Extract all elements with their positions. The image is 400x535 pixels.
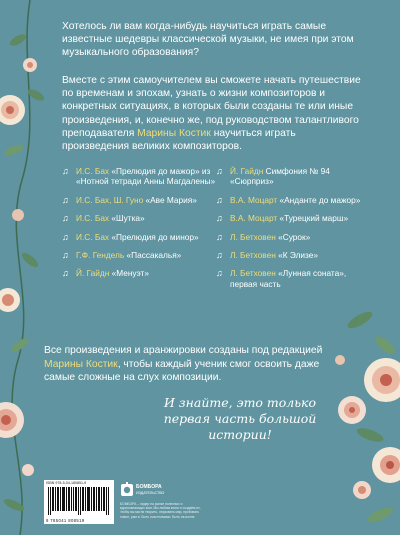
music-note-icon: ♫	[216, 231, 223, 242]
list-item	[216, 195, 366, 205]
piece-list-right	[216, 166, 366, 297]
author-name-highlight: Марины Костик	[137, 127, 211, 139]
music-note-icon: ♫	[216, 166, 223, 176]
composer-name: И.С. Бах	[76, 231, 110, 242]
music-note-icon: ♫	[62, 231, 69, 242]
piece-entry	[230, 195, 360, 205]
arrangements-note	[44, 344, 344, 384]
publisher-name-line2: ИЗДАТЕЛЬСТВО	[136, 490, 165, 495]
piece-title: «Сурок»	[278, 231, 311, 242]
publisher-name	[136, 485, 164, 496]
list-item	[62, 250, 220, 260]
composer-name: В.А. Моцарт	[230, 213, 278, 224]
piece-entry	[230, 166, 366, 187]
floral-border-left-icon	[0, 0, 52, 535]
description-text-after: научиться играть произведения великих композиторов.	[62, 127, 296, 152]
description-text-before: Вместе с этим самоучителем вы сможете начать путешествие по временам и эпохам, узнать о жизни композиторов и конкретных ситуациях, в которых были созданы те или иные произведения, и, конечно же, под руководством талантливого преподавателя	[62, 75, 361, 139]
isbn-label: ISBN 978-5-04-180851-9	[46, 481, 87, 485]
piece-entry	[76, 213, 145, 223]
piece-title: «Прелюдия до минор»	[111, 231, 199, 242]
list-item	[216, 213, 366, 223]
piece-entry	[76, 250, 181, 260]
piece-entry	[230, 213, 348, 223]
piece-title: «Менуэт»	[111, 268, 149, 279]
music-note-icon: ♫	[62, 250, 69, 261]
music-note-icon: ♫	[216, 194, 223, 205]
composer-name: Л. Бетховен	[230, 231, 276, 242]
arrangements-text-before: Все произведения и аранжировки созданы под редакцией	[44, 345, 323, 357]
music-note-icon: ♫	[62, 268, 69, 279]
piece-title: «Прелюдия до мажор» из «Нотной тетради Анны Магдалены»	[76, 166, 216, 187]
piece-title: «Шутка»	[111, 213, 145, 224]
publisher-blurb: БОМБОРА – лидер на рынке полезных и вдохновляющих книг. Мы любим книги и создаём их, чтобы вы могли творить, открывать мир, пробовать новое, расти. Быть счастливыми. Быть на волне.	[120, 502, 201, 519]
list-item	[62, 268, 220, 278]
publisher-name-line1: БОМБОРА	[136, 484, 162, 490]
piece-entry	[230, 268, 366, 289]
composer-name: Л. Бетховен	[230, 268, 276, 279]
piece-title: «Турецкий марш»	[279, 213, 349, 224]
music-note-icon: ♫	[62, 213, 69, 224]
piece-entry	[76, 166, 220, 187]
piece-title: «Аве Мария»	[145, 194, 197, 205]
piece-title: «Анданте до мажор»	[279, 194, 361, 205]
piece-entry	[230, 250, 318, 260]
composer-name: Г.Ф. Гендель	[76, 250, 125, 261]
piece-entry	[230, 232, 310, 242]
piece-entry	[76, 268, 149, 278]
piece-title: Симфония № 94 «Сюрприз»	[230, 166, 330, 187]
list-item	[62, 213, 220, 223]
piece-entry	[76, 195, 197, 205]
piece-title: «Лунная соната», первая часть	[230, 268, 347, 289]
composer-name: Л. Бетховен	[230, 250, 276, 261]
list-item	[62, 195, 220, 205]
music-note-icon: ♫	[62, 166, 69, 176]
closing-script-text: И знайте, это только первая часть большой истории!	[163, 395, 317, 442]
intro-question: Хотелось ли вам когда-нибудь научиться играть самые известные шедевры классической музыки, не имея при этом музыкального образования?	[62, 21, 354, 59]
description-paragraph	[62, 74, 362, 153]
composer-name: И.С. Бах	[76, 166, 110, 176]
piece-entry	[76, 232, 199, 242]
music-note-icon: ♫	[62, 194, 69, 205]
list-item	[216, 166, 366, 187]
music-note-icon: ♫	[216, 213, 223, 224]
isbn-number: 9 785041 808519	[46, 518, 85, 523]
list-item	[216, 250, 366, 260]
composer-name: И.С. Бах	[76, 213, 110, 224]
music-note-icon: ♫	[216, 268, 223, 279]
composer-name: Й. Гайдн	[76, 268, 110, 279]
author-name-highlight: Марины Костик	[44, 358, 118, 370]
music-note-icon: ♫	[216, 250, 223, 261]
list-item	[62, 232, 220, 242]
bombora-logo-icon	[120, 482, 134, 498]
composer-name: Й. Гайдн	[230, 166, 264, 176]
composer-name: И.С. Бах, Ш. Гуно	[76, 194, 144, 205]
piece-title: «К Элизе»	[278, 250, 318, 261]
list-item	[216, 268, 366, 289]
list-item	[62, 166, 220, 187]
list-item	[216, 232, 366, 242]
barcode-bars-icon	[48, 487, 110, 515]
arrangements-text-after: , чтобы каждый ученик смог освоить даже самые сложные на слух композиции.	[44, 358, 320, 384]
piece-list-left	[62, 166, 220, 287]
isbn-barcode	[44, 480, 114, 524]
piece-title: «Пассакалья»	[126, 250, 182, 261]
composer-name: В.А. Моцарт	[230, 194, 278, 205]
